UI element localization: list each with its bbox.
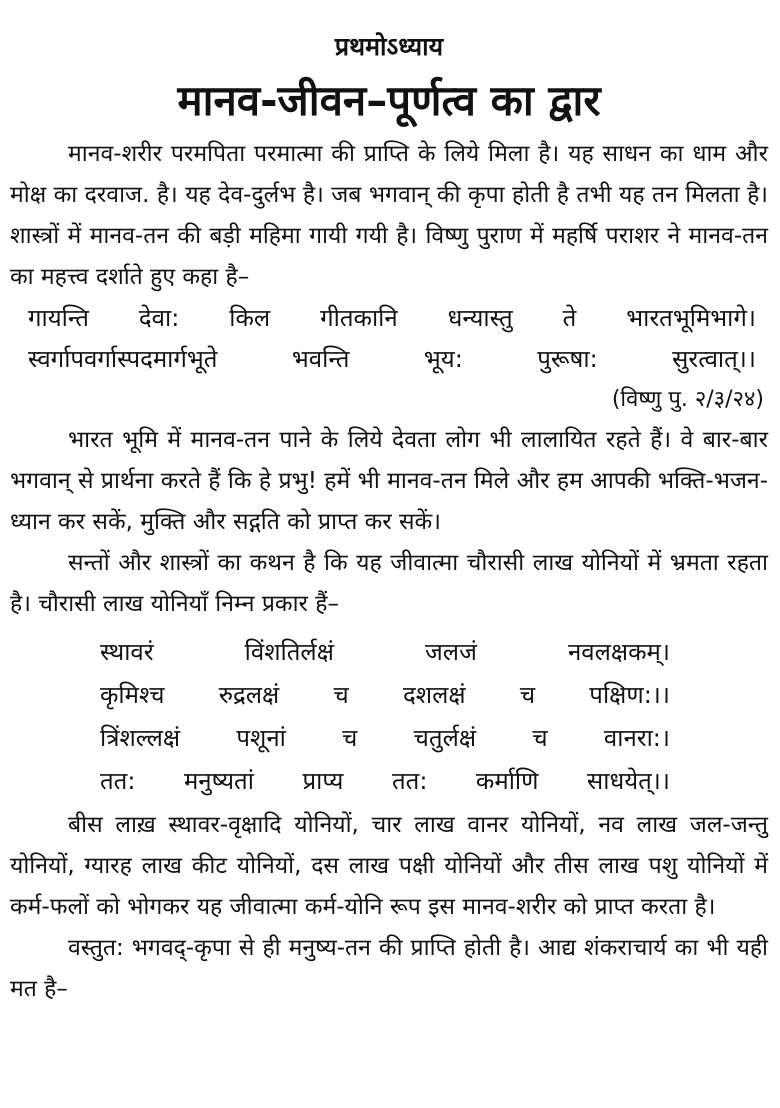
paragraph-5-text: वस्तुत: भगवद्-कृपा से ही मनुष्य-तन की प्राप्ति होती है। आद्य शंकराचार्य का भी यही मत है– <box>10 935 768 1002</box>
verse-line: स्थावरं विंशतिर्लक्षं जलजं नवलक्षकम्। <box>100 638 670 666</box>
verse-line: तत: मनुष्यतां प्राप्य तत: कर्माणि साधयेत्।। <box>100 767 670 795</box>
paragraph-3 <box>10 543 768 625</box>
paragraph-3-text: सन्तों और शास्त्रों का कथन है कि यह जीवात्मा चौरासी लाख योनियों में भ्रमता रहता है। चौरासी लाख योनियाँ निम्न प्रकार हैं– <box>10 550 768 617</box>
verse-line: गायन्ति देवा: किल गीतकानि धन्यास्तु ते भारतभूमिभागे। <box>28 304 756 332</box>
paragraph-5 <box>10 928 768 1010</box>
paragraph-4 <box>10 805 768 928</box>
paragraph-1 <box>10 134 768 298</box>
paragraph-4-text: बीस लाख़ स्थावर-वृक्षादि योनियों, चार लाख वानर योनियों, नव लाख जल-जन्तु योनियों, ग्यारह लाख कीट योनियों, दस लाख पक्षी योनियों और तीस लाख पशु योनियों में कर्म-फलों को भोगकर यह जीवात्मा कर्म-योनि रूप इस मानव-शरीर को प्राप्त करता है। <box>10 812 768 920</box>
verse-source: (विष्णु पु. २/३/२४) <box>611 387 764 412</box>
page-title: मानव-जीवन–पूर्णत्व का द्वार <box>177 76 601 125</box>
paragraph-2 <box>10 420 768 543</box>
book-page <box>10 30 768 1010</box>
paragraph-1-text: मानव-शरीर परमपिता परमात्मा की प्राप्ति के लिये मिला है। यह साधन का धाम और मोक्ष का दरवाज. है। यह देव-दुर्लभ है। जब भगवान् की कृपा होती है तभी यह तन मिलता है। शास्त्रों में मानव-तन की बड़ी महिमा गायी गयी है। विष्णु पुराण में महर्षि पराशर ने मानव-तन का महत्त्व दर्शाते हुए कहा है– <box>10 141 768 290</box>
verse-line: कृमिश्च रुद्रलक्षं च दशलक्षं च पक्षिण:।। <box>100 681 670 709</box>
verse-line: स्वर्गापवर्गास्पदमार्गभूते भवन्ति भूय: पुरूषा: सुरत्वात्।। <box>28 345 756 373</box>
paragraph-2-text: भारत भूमि में मानव-तन पाने के लिये देवता लोग भी लालायित रहते हैं। वे बार-बार भगवान् से प्रार्थना करते हैं कि हे प्रभु! हमें भी मानव-तन मिले और हम आपकी भक्ति-भजन-ध्यान कर सकें, मुक्ति और सद्गति को प्राप्त कर सकें। <box>10 427 768 535</box>
verse-line: त्रिंशल्लक्षं पशूनां च चतुर्लक्षं च वानरा:। <box>100 724 670 752</box>
verse-yonis <box>10 631 768 803</box>
chapter-heading: प्रथमोऽध्याय <box>334 32 444 61</box>
verse-vishnu-purana <box>10 298 768 380</box>
